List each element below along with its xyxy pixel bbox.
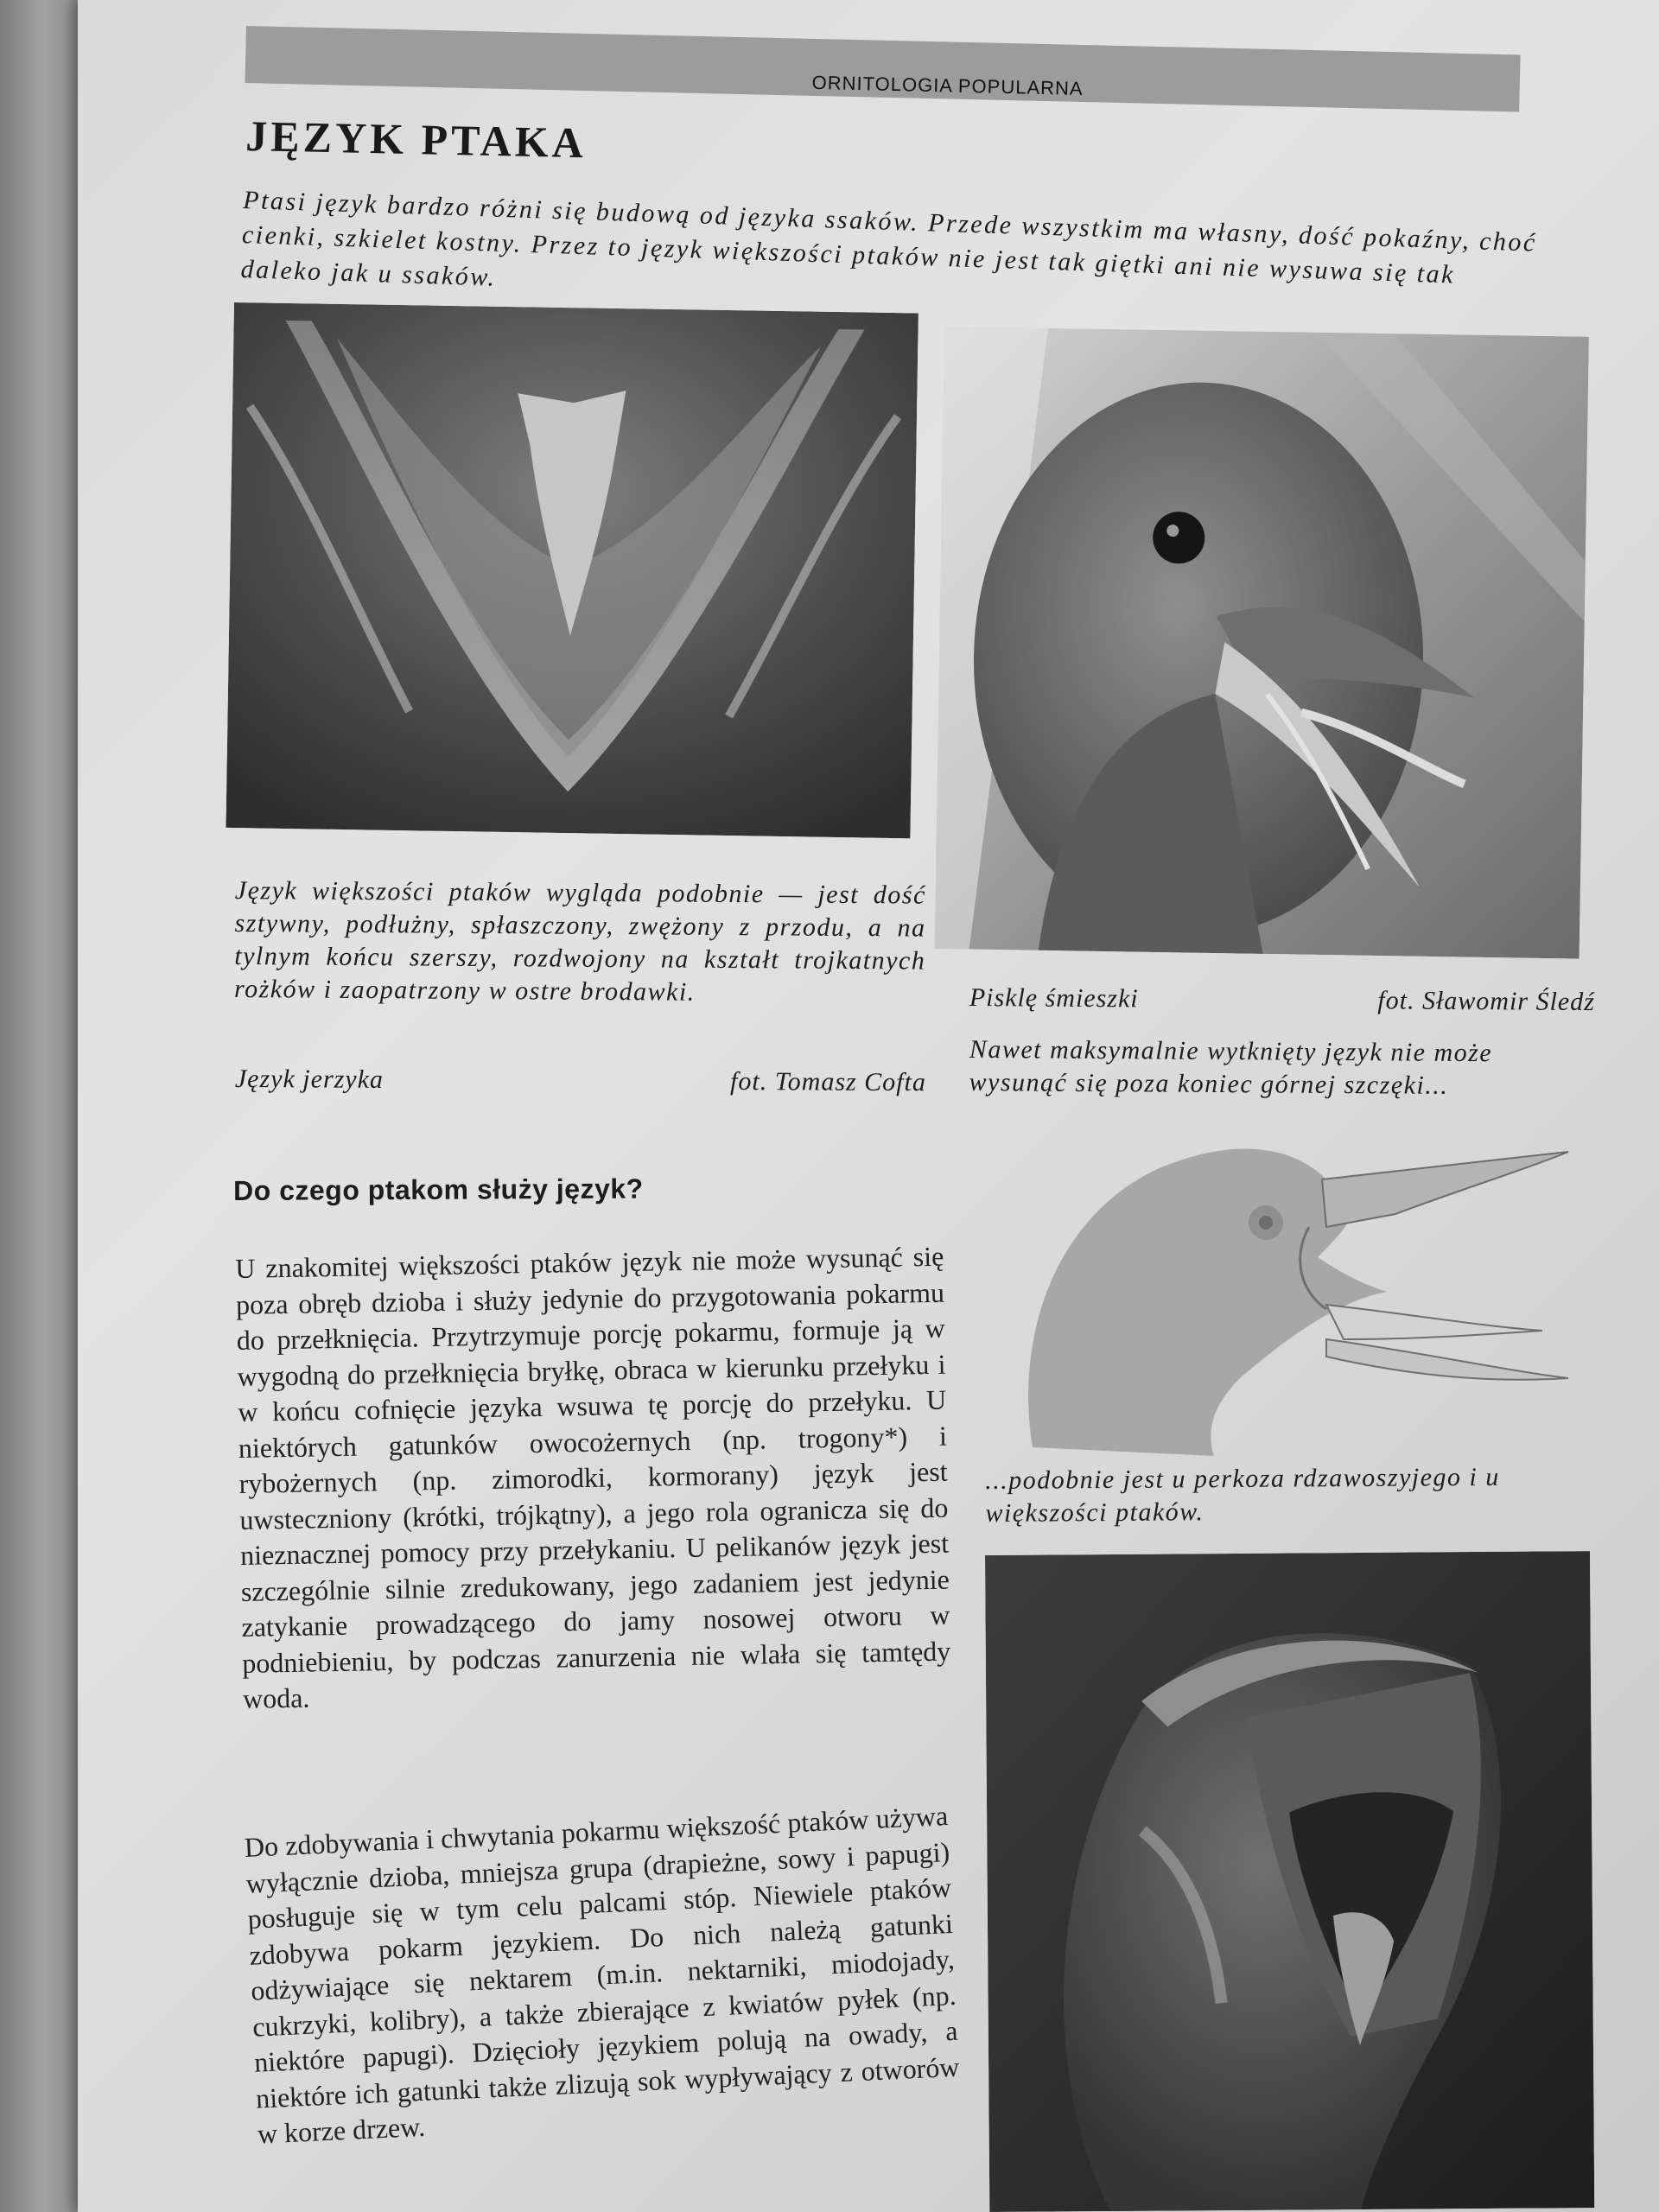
article-title: JĘZYK PTAKA [245,111,588,168]
credit-row-chick [969,983,1595,1017]
book-spine-edge [0,0,82,2212]
photo-grebe-open-beak [985,1551,1594,2212]
photo-swift-tongue [226,302,918,838]
photo-credit-swift: fot. Tomasz Cofta [730,1067,926,1097]
caption-grebe: ...podobnie jest u perkoza rdzawoszyjego i u większości ptaków. [985,1462,1500,1528]
photo-label-swift: Język jerzyka [234,1065,385,1094]
section-label: ORNITOLOGIA POPULARNA [811,71,1084,99]
body-paragraph-2: Do zdobywania i chwytania pokarmu większość ptaków używa wyłącznie dzioba, mniejsza grupa (drapieżne, sowy i papugi) posługuje się w tym celu palcami stóp. Niewiele ptaków zdobywa pokarm językiem. Do nich należą gatunki odżywiające się nektarem (m.in. nektarniki, miodojady, cukrzyki, kolibry), a także zbierające z kwiatów pyłek (np. niektóre papugi). Dzięcioły językiem polują na owady, a niektóre ich gatunki także zlizują sok wypływający z otworów w korze drzew. [244,1800,961,2150]
caption-chick: Nawet maksymalnie wytknięty język nie może wysunąć się poza koniec górnej szczęki... [969,1035,1493,1100]
photo-credit-chick: fot. Sławomir Śledź [1377,986,1595,1017]
body-paragraph-1: U znakomitej większości ptaków język nie może wysunąć się poza obręb dzioba i służy jedynie do przygotowania pokarmu do przełknięcia. Przytrzymuje porcję pokarmu, formuje ją w wygodną do przełknięcia bryłkę, obraca w kierunku przełyku i w końcu cofnięcie języka wsuwa tę porcję do przełyku. U niektórych gatunków owocożernych (np. trogony*) i rybożernych (np. zimorodki, kormorany) język jest uwsteczniony (krótki, trójkątny), a jego rola ogranicza się do nieznacznej pomocy przy przełykaniu. U pelikanów język jest szczególnie silnie zredukowany, jego zadaniem jest jedynie zatykanie prowadzącego do jamy nosowej otworu w podniebieniu, by podczas zanurzenia nie wlała się tamtędy woda. [235,1240,951,1714]
section-heading: Do czego ptakom służy język? [233,1173,644,1206]
credit-row-swift [235,1065,926,1097]
caption-swift-tongue: Język większości ptaków wygląda podobnie — jest dość sztywny, podłużny, spłaszczony, zwężony z przodu, a na tylnym końcu szerszy, rozdwojony na kształt trojkatnych rożków i zaopatrzony w ostre brodawki. [233,875,926,1007]
photo-label-chick: Pisklę śmieszki [969,983,1139,1014]
photo-gull-chick [935,327,1589,959]
drawing-grebe-head [1015,1128,1586,1473]
article-intro: Ptasi język bardzo różni się budową od języka ssaków. Przede wszystkim ma własny, dość pokaźny, choć cienki, szkielet kostny. Przez to język większości ptaków nie jest tak giętki ani nie wysuwa się tak daleko jak u ssaków. [240,185,1538,292]
